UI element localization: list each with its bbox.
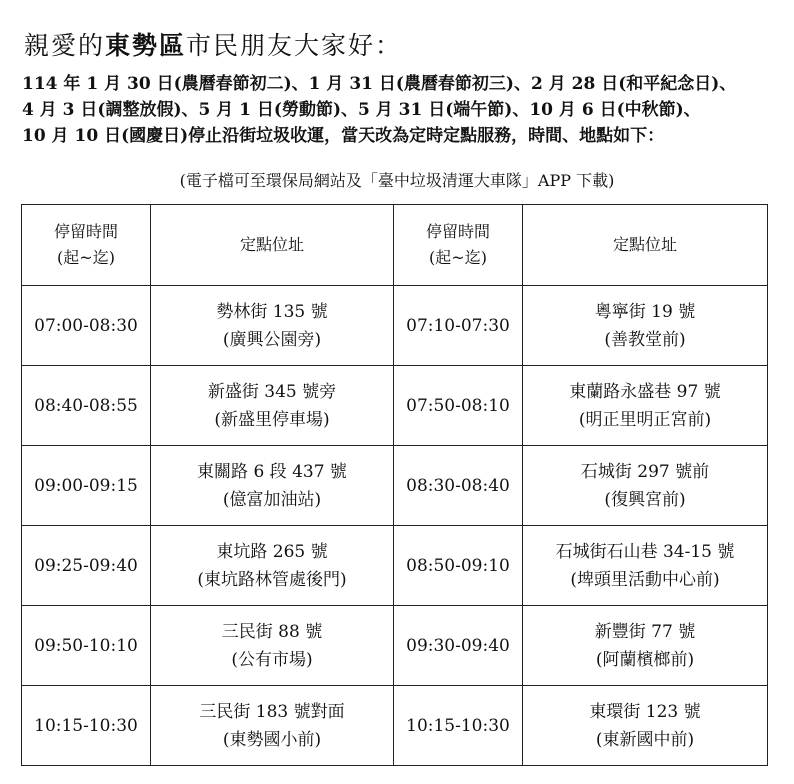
header-time-label: 停留時間 [53, 222, 118, 241]
stop-address-cell [151, 526, 394, 606]
stop-landmark: (新盛里停車場) [214, 409, 330, 430]
stop-landmark: (明正里明正宮前) [578, 409, 712, 430]
stop-address: 新盛街 345 號旁 [207, 381, 337, 402]
header-time-range-label: (起~迄) [57, 248, 115, 267]
holiday-notice [22, 71, 782, 149]
stop-landmark: (復興宮前) [604, 489, 686, 510]
notice-line: 4 月 3 日(調整放假)、5 月 1 日(勞動節)、5 月 31 日(端午節)、10 月 6 日(中秋節)、 [22, 100, 701, 120]
stop-address: 石城街石山巷 34-15 號 [555, 541, 735, 562]
stop-landmark: (阿蘭檳榔前) [595, 649, 695, 670]
stop-address: 石城街 297 號前 [580, 461, 710, 482]
collection-schedule-table [21, 204, 768, 766]
header-address [151, 205, 394, 286]
header-time-label: 停留時間 [425, 222, 490, 241]
header-address-label: 定點位址 [239, 235, 304, 254]
table-row [22, 446, 768, 526]
stop-time-cell: 10:15-10:30 [394, 686, 523, 766]
stop-time-cell: 08:40-08:55 [22, 366, 151, 446]
table-header-row [22, 205, 768, 286]
stop-landmark: (東坑路林管處後門) [197, 569, 347, 590]
header-time-range-label: (起~迄) [429, 248, 487, 267]
stop-address-cell [523, 606, 768, 686]
stop-landmark: (埤頭里活動中心前) [570, 569, 720, 590]
header-stop-time [22, 205, 151, 286]
download-note: (電子檔可至環保局網站及「臺中垃圾清運大車隊」APP 下載) [179, 171, 615, 190]
stop-address-cell [523, 686, 768, 766]
greeting-heading [24, 26, 402, 62]
header-address [523, 205, 768, 286]
notice-line: 10 月 10 日(國慶日)停止沿街垃圾收運，當天改為定時定點服務，時間、地點如下： [22, 126, 665, 146]
stop-address-cell [151, 366, 394, 446]
stop-address-cell [523, 286, 768, 366]
stop-address: 粵寧街 19 號 [594, 301, 696, 322]
stop-time-cell: 10:15-10:30 [22, 686, 151, 766]
stop-address: 新豐街 77 號 [594, 621, 696, 642]
stop-address: 東坑路 265 號 [216, 541, 328, 562]
stop-landmark: (善教堂前) [604, 329, 686, 350]
table-row [22, 606, 768, 686]
stop-landmark: (公有市場) [231, 649, 313, 670]
stop-landmark: (東勢國小前) [222, 729, 322, 750]
notice-line: 114 年 1 月 30 日(農曆春節初二)、1 月 31 日(農曆春節初三)、2 月 28 日(和平紀念日)、 [22, 74, 737, 94]
stop-time-cell: 07:50-08:10 [394, 366, 523, 446]
stop-address: 三民街 183 號對面 [199, 701, 345, 722]
stop-time-cell: 09:00-09:15 [22, 446, 151, 526]
stop-time-cell: 07:00-08:30 [22, 286, 151, 366]
header-address-label: 定點位址 [612, 235, 677, 254]
greeting-district: 東勢區 [105, 31, 187, 60]
stop-address-cell [523, 446, 768, 526]
header-stop-time [394, 205, 523, 286]
stop-address: 勢林街 135 號 [216, 301, 328, 322]
stop-time-cell: 07:10-07:30 [394, 286, 523, 366]
stop-address-cell [151, 686, 394, 766]
stop-address-cell [151, 286, 394, 366]
table-row [22, 526, 768, 606]
table-row [22, 286, 768, 366]
stop-time-cell: 09:50-10:10 [22, 606, 151, 686]
stop-address-cell [151, 606, 394, 686]
table-row [22, 366, 768, 446]
stop-address: 東環街 123 號 [589, 701, 701, 722]
stop-landmark: (億富加油站) [222, 489, 322, 510]
stop-address: 東蘭路永盛巷 97 號 [569, 381, 721, 402]
stop-address-cell [523, 526, 768, 606]
stop-time-cell: 09:25-09:40 [22, 526, 151, 606]
stop-address-cell [523, 366, 768, 446]
stop-address: 三民街 88 號 [221, 621, 323, 642]
stop-address: 東關路 6 段 437 號 [197, 461, 347, 482]
stop-address-cell [151, 446, 394, 526]
stop-time-cell: 08:50-09:10 [394, 526, 523, 606]
stop-landmark: (東新國中前) [595, 729, 695, 750]
stop-landmark: (廣興公園旁) [222, 329, 322, 350]
greeting-suffix: 市民朋友大家好： [186, 31, 403, 60]
greeting-prefix: 親愛的 [24, 31, 106, 60]
stop-time-cell: 08:30-08:40 [394, 446, 523, 526]
stop-time-cell: 09:30-09:40 [394, 606, 523, 686]
table-row [22, 686, 768, 766]
